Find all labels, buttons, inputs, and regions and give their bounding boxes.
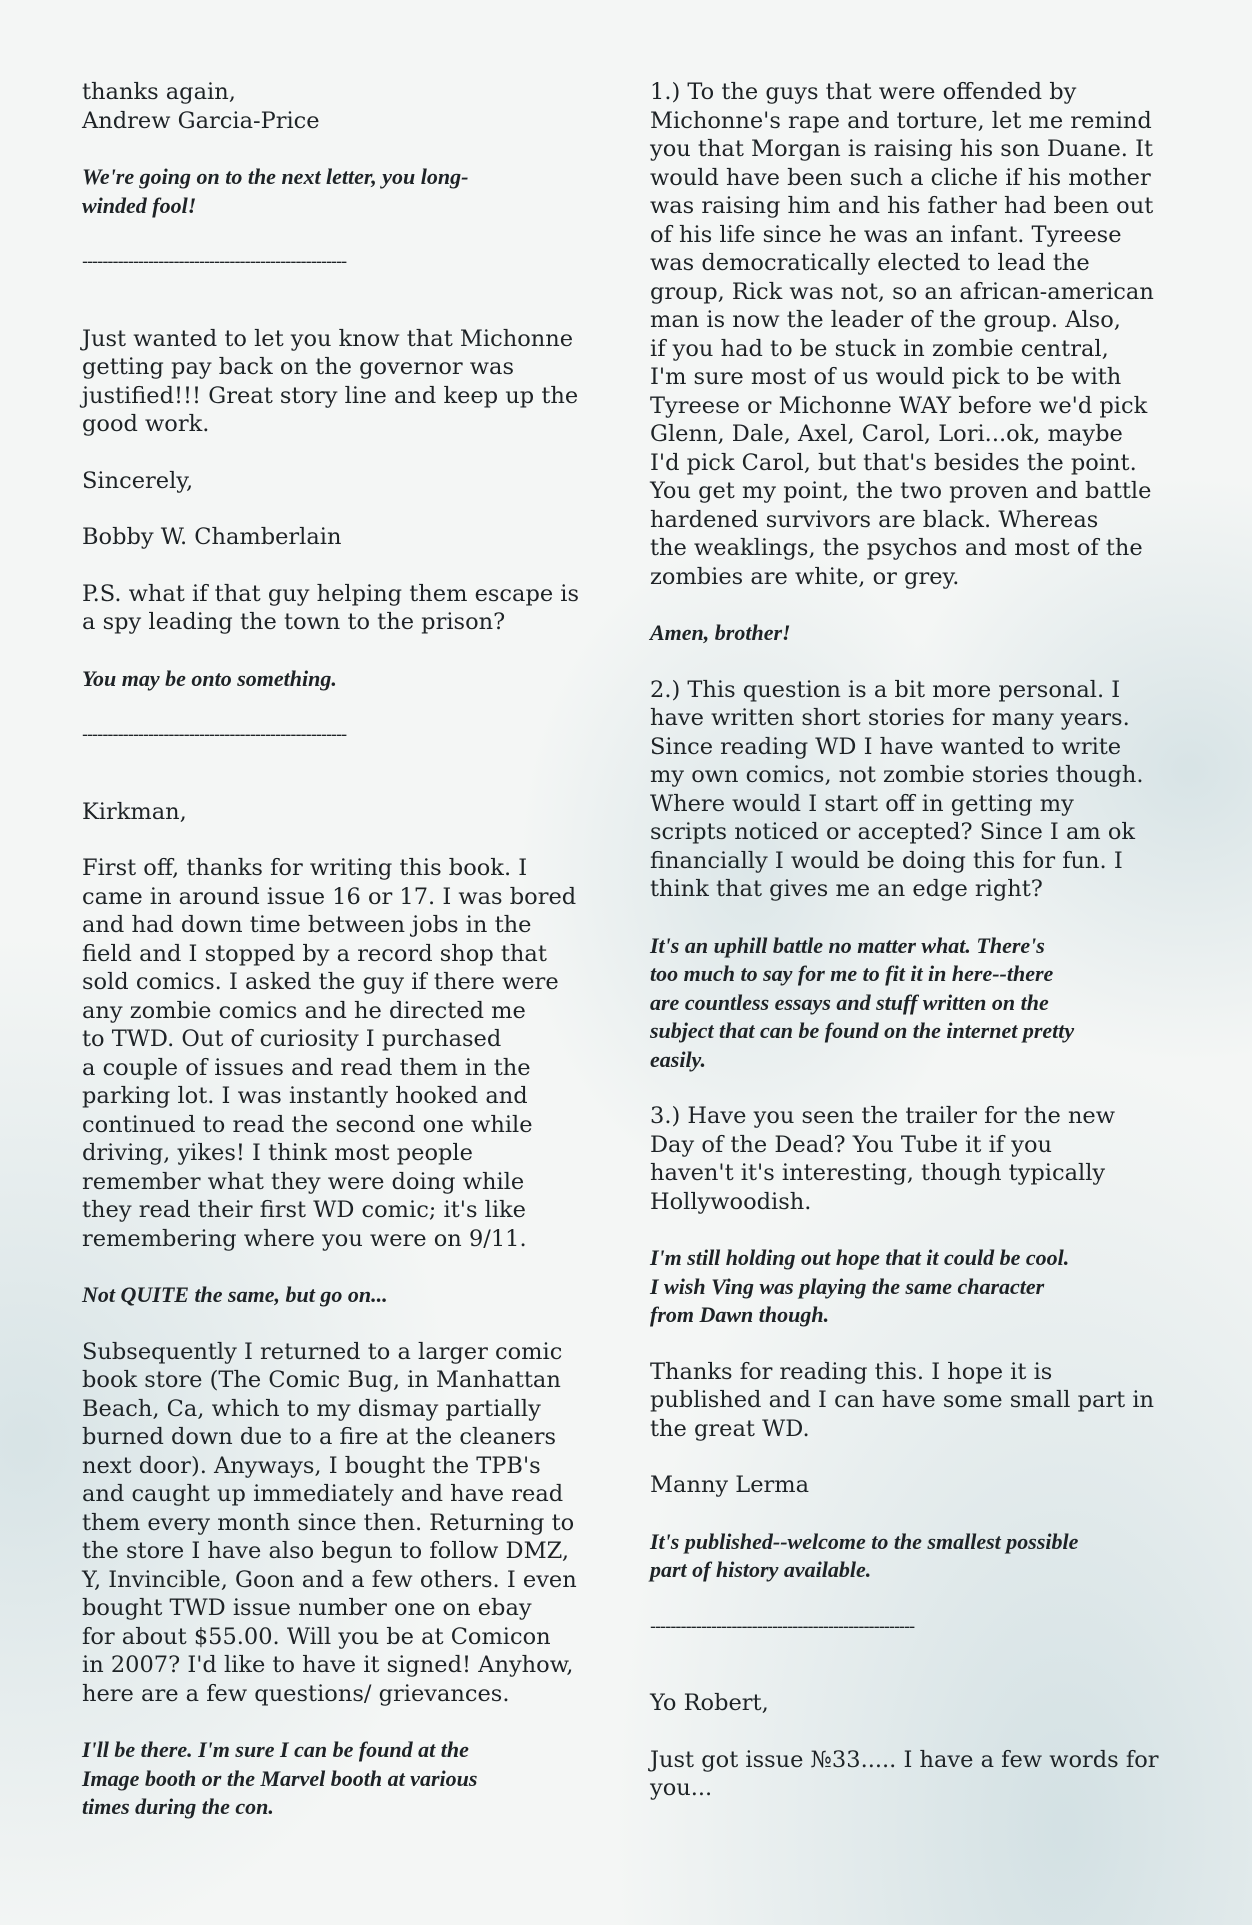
letter-salutation: Yo Robert, (650, 1690, 769, 1716)
left-column (82, 78, 602, 1822)
editor-reply: Amen, brother! (650, 620, 791, 645)
letter-question-2: 2.) This question is a bit more personal. I have written short stories for many years. Since reading WD I have wanted to write my own comics, not zombie stories though. Where would I start off in getting my scripts noticed or accepted? Since I am ok financially I would be doing this for fun. I think that gives me an edge right? (650, 676, 1144, 902)
editor-reply: It's published--welcome to the smallest possible part of history available. (650, 1528, 1079, 1582)
right-column (650, 78, 1170, 1803)
letter-author: Bobby W. Chamberlain (82, 524, 342, 550)
editor-reply: We're going on to the next letter, you long- winded fool! (82, 164, 469, 218)
letter-signoff: Sincerely, (82, 467, 194, 494)
letter-body: Just wanted to let you know that Michonne getting pay back on the governor was justified!!! Great story line and keep up the good work. (82, 325, 579, 437)
letter-question-3: 3.) Have you seen the trailer for the new Day of the Dead? You Tube it if you haven't it's interesting, though typically Hollywoodish. (650, 1103, 1116, 1215)
editor-reply: Not QUITE the same, but go on... (82, 1282, 388, 1307)
letter-salutation: Kirkman, (82, 798, 187, 825)
letter-thanks: Thanks for reading this. I hope it is published and I can have some small part in the great WD. (650, 1358, 1155, 1442)
letter-ps: P.S. what if that guy helping them escape is a spy leading the town to the prison? (82, 580, 580, 635)
divider: ---------------------------------------------------- (82, 251, 347, 272)
letter-question-1: 1.) To the guys that were offended by Michonne's rape and torture, let me remind you that Morgan is raising his son Duane. It would have been such a cliche if his mother was raising him and his father had been out of his life since he was an infant. Tyreese was democratically elected to lead the group, Rick was not, so an african-american man is now the leader of the group. Also, if you had to be stuck in zombie central, I'm sure most of us would pick to be with Tyreese or Michonne WAY before we'd pick Glenn, Dale, Axel, Carol, Lori...ok, maybe I'd pick Carol, but that's besides the point. You get my point, the two proven and battle hardened survivors are black. Whereas the weaklings, the psychos and most of the zombies are white, or grey. (650, 79, 1154, 590)
editor-reply: You may be onto something. (82, 665, 337, 691)
letter-body: Subsequently I returned to a larger comic book store (The Comic Bug, in Manhattan Beach, Ca, which to my dismay partially burned down due to a fire at the cleaners next door). Anyways, I bought the TPB's and caught up immediately and have read them every month since then. Returning to the store I have also begun to follow DMZ, Y, Invincible, Goon and a few others. I even bought TWD issue number one on ebay for about $55.00. Will you be at Comicon in 2007? I'd like to have it signed! Anyhow, here are a few questions/ grievances. (82, 1338, 577, 1707)
editor-reply: It's an uphill battle no matter what. There's too much to say for me to fit it in here--there are countless essays and stuff written on the subject that can be found on the internet pretty easily. (650, 932, 1075, 1072)
letter-body: Just got issue №33..... I have a few words for you... (650, 1746, 1159, 1801)
divider: ---------------------------------------------------- (82, 724, 347, 745)
letter-body: First off, thanks for writing this book. I came in around issue 16 or 17. I was bored and had down time between jobs in the field and I stopped by a record shop that sold comics. I asked the guy if there were any zombie comics and he directed me to TWD. Out of curiosity I purchased a couple of issues and read them in the parking lot. I was instantly hooked and continued to read the second one while driving, yikes! I think most people remember what they were doing while they read their first WD comic; it's like remembering where you were on 9/11. (82, 855, 577, 1252)
divider: ---------------------------------------------------- (650, 1615, 915, 1637)
editor-reply: I'm still holding out hope that it could be cool. I wish Ving was playing the same character from Dawn though. (650, 1245, 1070, 1327)
letter-author: Manny Lerma (650, 1472, 810, 1498)
letter-closing: thanks again, Andrew Garcia-Price (82, 79, 320, 134)
editor-reply: I'll be there. I'm sure I can be found at the Image booth or the Marvel booth at various times during the con. (82, 1737, 478, 1819)
